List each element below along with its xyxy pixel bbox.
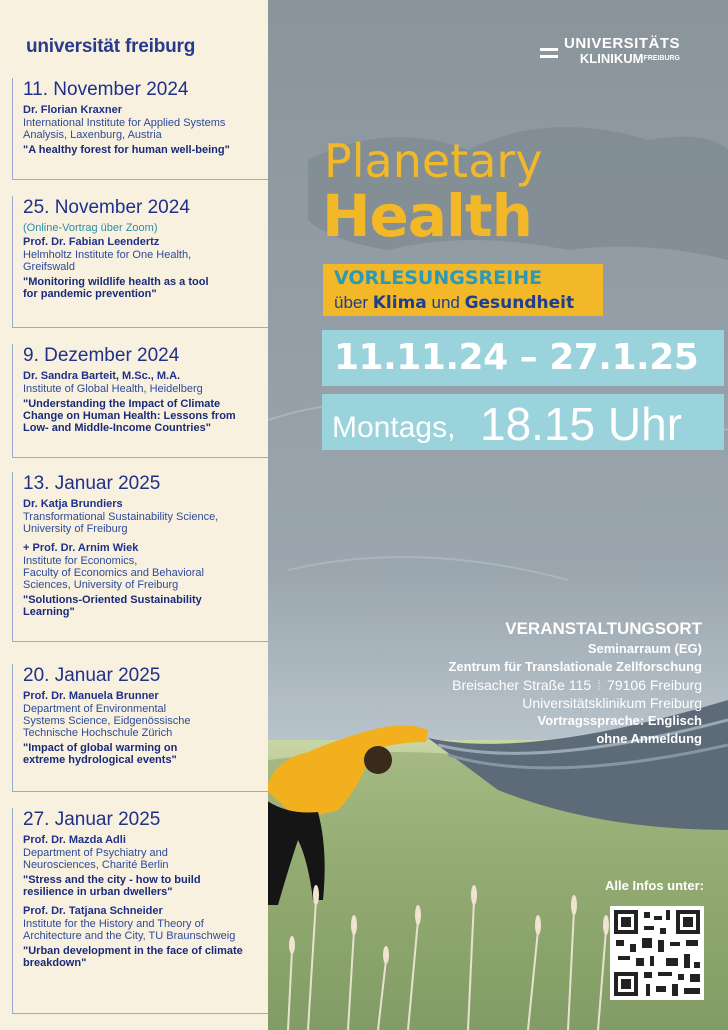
event-date: 20. Januar 2025 — [23, 665, 161, 686]
series-label: VORLESUNGSREIHE — [334, 267, 543, 289]
klinikum-suffix: FREIBURG — [643, 55, 680, 62]
event-institution: Technische Hochschule Zürich — [23, 727, 173, 739]
event-title: "Impact of global warming on — [23, 742, 178, 754]
event-3 — [12, 344, 268, 458]
event-speaker: Prof. Dr. Fabian Leendertz — [23, 236, 160, 248]
event-institution-2: Institute for the History and Theory of — [23, 918, 204, 930]
event-institution: Helmholtz Institute for One Health, — [23, 249, 192, 261]
venue-room: Seminarraum (EG) — [587, 641, 702, 656]
event-speaker-2: Prof. Dr. Tatjana Schneider — [23, 905, 163, 917]
title-health: Health — [322, 182, 532, 250]
event-institution: International Institute for Applied Systems — [23, 117, 226, 129]
event-institution: Department of Psychiatry and — [23, 847, 168, 859]
event-institution: Analysis, Laxenburg, Austria — [23, 129, 162, 141]
infos-label: Alle Infos unter: — [605, 878, 704, 893]
event-speaker: Dr. Florian Kraxner — [23, 104, 123, 116]
time-hour: 18.15 Uhr — [480, 398, 683, 450]
event-5 — [12, 664, 268, 792]
event-title-2: "Urban development in the face of climate — [23, 945, 243, 957]
event-speaker: Prof. Dr. Mazda Adli — [23, 834, 126, 846]
event-1 — [12, 78, 268, 180]
event-institution-2: Institute for Economics, — [23, 555, 138, 567]
event-6 — [12, 808, 268, 1014]
venue-block — [448, 618, 702, 748]
klinikum-logo — [564, 36, 680, 66]
subtitle-klima: Klima — [372, 293, 427, 313]
event-institution-2: Faculty of Economics and Behavioral — [23, 567, 204, 579]
event-speaker: Dr. Katja Brundiers — [23, 498, 123, 510]
event-institution: Greifswald — [23, 261, 75, 273]
qr-code[interactable] — [610, 906, 704, 1000]
event-date: 9. Dezember 2024 — [23, 345, 180, 366]
event-date: 25. November 2024 — [23, 197, 190, 218]
event-title: "Monitoring wildlife health as a tool — [23, 276, 209, 288]
event-title: Change on Human Health: Lessons from — [23, 410, 236, 422]
event-institution: Institute of Global Health, Heidelberg — [23, 383, 203, 395]
venue-center: Zentrum für Translationale Zellforschung — [448, 659, 702, 674]
venue-registration: ohne Anmeldung — [596, 731, 702, 746]
event-institution: Transformational Sustainability Science, — [23, 511, 219, 523]
event-institution: University of Freiburg — [23, 523, 128, 535]
venue-address: Breisacher Straße 115 ⁞ 79106 Freiburg — [452, 677, 702, 693]
event-title: Low- and Middle-Income Countries" — [23, 422, 211, 434]
event-speaker-2: + Prof. Dr. Arnim Wiek — [23, 542, 139, 554]
event-speaker: Dr. Sandra Barteit, M.Sc., M.A. — [23, 370, 181, 382]
klinikum-line1: UNIVERSITÄTS — [563, 35, 680, 52]
event-speaker: Prof. Dr. Manuela Brunner — [23, 690, 159, 702]
title-planetary: Planetary — [324, 134, 543, 188]
schedule-column — [0, 0, 268, 1030]
series-subtitle: über Klima und Gesundheit — [334, 293, 575, 313]
klinikum-line2: KLINIKUM — [579, 51, 644, 66]
event-title: "A healthy forest for human well-being" — [23, 144, 230, 156]
venue-city: 79106 Freiburg — [607, 677, 702, 693]
event-title: for pandemic prevention" — [23, 288, 157, 300]
event-title: extreme hydrological events" — [23, 754, 177, 766]
time-day: Montags, — [332, 411, 456, 444]
event-institution-2: Sciences, University of Freiburg — [23, 579, 179, 591]
date-range: 11.11.24 – 27.1.25 — [334, 337, 699, 378]
event-title: "Understanding the Impact of Climate — [23, 398, 221, 410]
event-note: (Online-Vortrag über Zoom) — [23, 222, 158, 234]
event-institution: Department of Environmental — [23, 703, 167, 715]
event-title: "Stress and the city - how to build — [23, 874, 201, 886]
venue-street: Breisacher Straße 115 — [452, 677, 592, 693]
event-title: resilience in urban dwellers" — [23, 886, 173, 898]
event-4 — [12, 472, 268, 642]
event-title: "Solutions-Oriented Sustainability — [23, 594, 202, 606]
event-institution-2: Architecture and the City, TU Braunschweig — [23, 930, 236, 942]
event-title: Learning" — [23, 606, 75, 618]
event-date: 27. Januar 2025 — [23, 809, 161, 830]
venue-heading: VERANSTALTUNGSORT — [505, 619, 702, 638]
event-institution: Systems Science, Eidgenössische — [23, 715, 191, 727]
event-title-2: breakdown" — [23, 957, 87, 969]
event-date: 11. November 2024 — [23, 79, 189, 100]
subtitle-gesundheit: Gesundheit — [464, 293, 575, 313]
event-institution: Neurosciences, Charité Berlin — [23, 859, 169, 871]
event-2 — [12, 196, 268, 328]
event-date: 13. Januar 2025 — [23, 473, 161, 494]
venue-language: Vortragssprache: Englisch — [537, 713, 702, 728]
venue-clinic: Universitätsklinikum Freiburg — [522, 695, 702, 711]
university-logo: universität freiburg — [26, 36, 196, 57]
